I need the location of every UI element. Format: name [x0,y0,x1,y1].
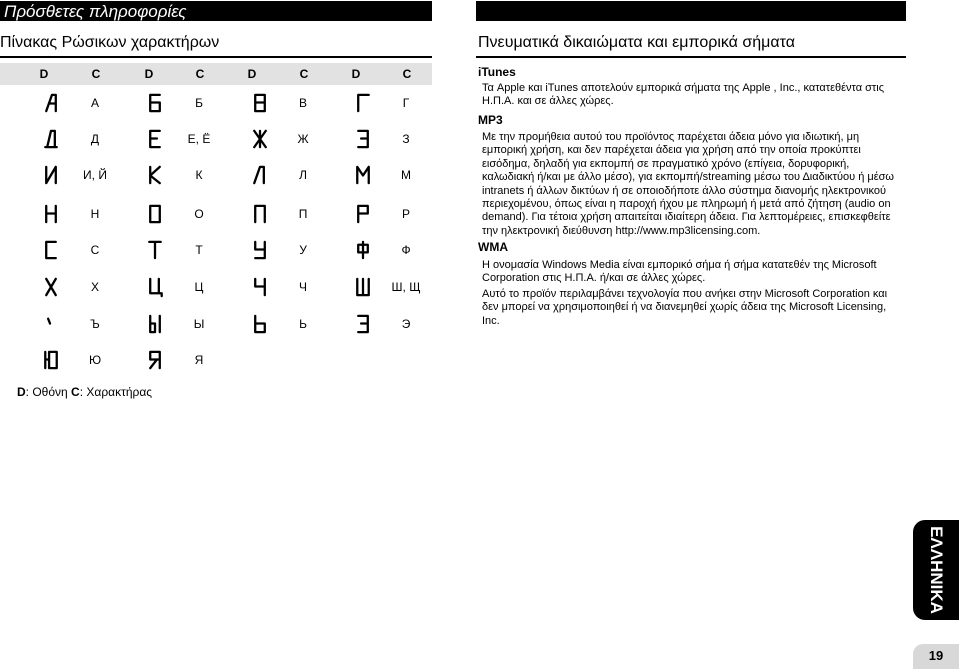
display-glyph-hard-icon [42,313,60,335]
page-number-box [913,644,959,669]
character-label: В [298,96,307,110]
display-glyph-g-icon [354,92,372,114]
footnote-c: C [71,385,80,399]
character-label: О [194,207,204,221]
display-glyph-o-icon [146,203,164,225]
display-glyph-y-icon [146,313,164,335]
display-glyph-t-icon [146,239,164,261]
character-label: К [195,168,203,182]
character-label: Т [195,243,203,257]
display-glyph-l-icon [251,164,269,186]
column-header: D [247,67,257,81]
character-label: Ы [193,317,205,331]
display-glyph-ts-icon [146,276,164,298]
display-glyph-d-icon [42,128,60,150]
display-glyph-b-icon [146,92,164,114]
mp3-heading: MP3 [478,113,503,127]
display-glyph-yu-icon [42,349,60,371]
column-header: D [39,67,49,81]
language-tab-label: ΕΛΛΗΝΙΚΑ [927,526,946,614]
wma-heading: WMA [478,240,508,254]
section-title-russian: Πίνακας Ρώσικων χαρακτήρων [0,34,220,51]
itunes-heading: iTunes [478,65,516,79]
column-header: C [299,67,309,81]
display-glyph-ya-icon [146,349,164,371]
footnote-c-text: : Χαρακτήρας [79,385,153,399]
character-label: Х [90,280,99,294]
character-label: Г [402,96,410,110]
display-glyph-i-icon [42,164,60,186]
character-label: Я [194,353,204,367]
display-glyph-eh-icon [354,313,372,335]
character-label: С [90,243,100,257]
character-label: Н [90,207,100,221]
character-label: И, Й [83,168,107,182]
character-label: Ш, Щ [391,280,421,294]
display-glyph-n-icon [42,203,60,225]
character-label: Ф [401,243,411,257]
section-rule-right [476,56,906,58]
display-glyph-f-icon [354,239,372,261]
display-glyph-s-icon [42,239,60,261]
wma-text-2: Αυτό το προϊόν περιλαμβάνει τεχνολογία που ανήκει στην Microsoft Corporation και δεν μπορεί να χρησιμοποιηθεί ή να διανεμηθεί χωρίς άδεια της Microsoft Licensing, Inc. [482,288,888,327]
character-label: Ч [299,280,307,294]
page-title: Πρόσθετες πληροφορίες [4,2,187,21]
character-label: Б [195,96,203,110]
section-title-copyright: Πνευματικά δικαιώματα και εμπορικά σήματα [478,34,795,51]
character-label: Ю [88,353,102,367]
display-glyph-u-icon [251,239,269,261]
display-glyph-p-icon [251,203,269,225]
character-label: З [402,132,410,146]
footnote-d: D [17,385,26,399]
column-header: C [91,67,101,81]
character-label: Л [299,168,307,182]
display-glyph-ch-icon [251,276,269,298]
display-glyph-k-icon [146,164,164,186]
character-label: Ж [297,132,309,146]
character-label: А [90,96,99,110]
character-label: Р [401,207,410,221]
character-label: М [401,168,411,182]
language-tab [913,520,959,620]
column-header: C [195,67,205,81]
character-label: Ь [299,317,307,331]
character-label: Ц [194,280,204,294]
mp3-text: Με την προμήθεια αυτού του προϊόντος παρέχεται άδεια μόνο για ιδιωτική, μη εμπορική χρήση, και δεν παρέχεται άδεια για χρήση από την οποία προκύπτει εισόδημα, δηλαδή για εκπομπή σε πραγματικό χρόνο (επίγεια, δορυφορική, καλωδιακή ή/και με άλλο μέσο), για εκπομπή/streaming μέσω του Διαδικτύου ή μέσω intranets ή άλλων δικτύων ή σε οποιοδήποτε άλλο σύστημα διανομής ηλεκτρονικού περιεχομένου, όπως είναι η παροχή ήχου με πληρωμή ή μετά από ζήτηση (audio on demand). Για τέτοια χρήση απαιτείται ιδιαίτερη άδεια. Για λεπτομέρειες, επισκεφθείτε την ηλεκτρονική διεύθυνση http://www.mp3licensing.com. [482,131,895,237]
character-label: П [298,207,308,221]
character-label: Е, Ё [187,132,211,146]
display-glyph-r-icon [354,203,372,225]
display-glyph-e-icon [146,128,164,150]
display-glyph-h-icon [42,276,60,298]
page-number: 19 [928,648,944,663]
header-bar-right [476,1,906,21]
character-label: Ъ [90,317,100,331]
character-label: Д [90,132,100,146]
section-rule [0,56,432,58]
header-bar [0,1,432,21]
display-glyph-zh-icon [251,128,269,150]
display-glyph-z-icon [354,128,372,150]
display-glyph-a-icon [42,92,60,114]
column-header: D [144,67,154,81]
table-header [0,63,432,85]
itunes-text: Τα Apple και iTunes αποτελούν εμπορικά σήματα της Apple , Inc., κατατεθέντα στις Η.Π.Α. και σε άλλες χώρες. [482,82,885,108]
display-glyph-v-icon [251,92,269,114]
character-label: Э [401,317,411,331]
wma-text-1: Η ονομασία Windows Media είναι εμπορικό σήμα ή σήμα κατατεθέν της Microsoft Corporation στις Η.Π.Α. ή/και σε άλλες χώρες. [482,259,877,285]
display-glyph-m-icon [354,164,372,186]
footnote-d-text: : Οθόνη [25,385,72,399]
column-header: C [402,67,412,81]
character-label: У [299,243,307,257]
footnote [17,385,152,399]
display-glyph-sh-icon [354,276,372,298]
display-glyph-soft-icon [251,313,269,335]
column-header: D [351,67,361,81]
